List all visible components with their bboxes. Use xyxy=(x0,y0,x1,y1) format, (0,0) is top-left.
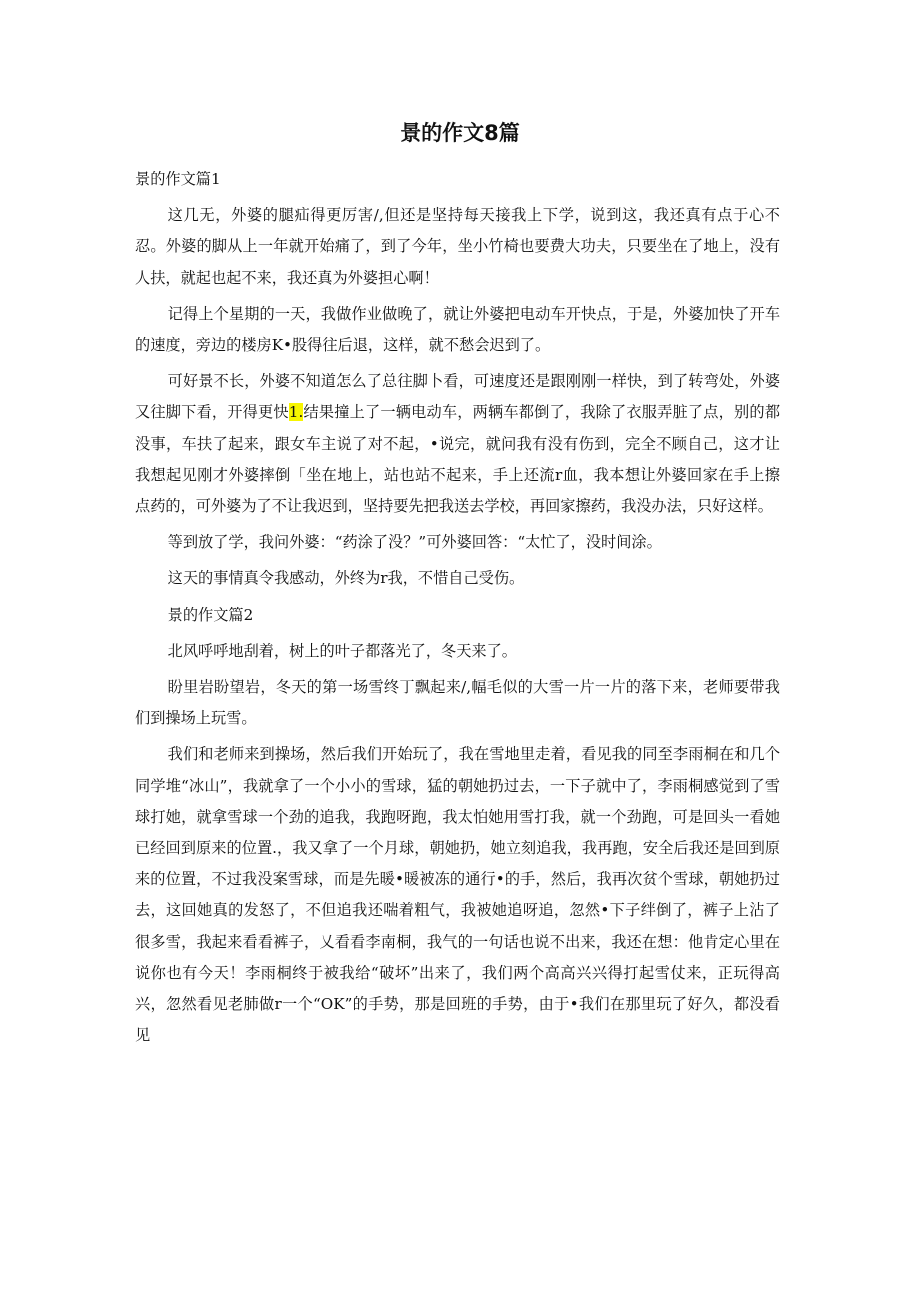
article-2-heading: 景的作文篇2 xyxy=(167,605,254,624)
paragraph-3-text-end: 结果撞上了一辆电动车，两辆车都倒了，我除了衣服弄脏了点，别的都没事，车扶了起来，跟女车主说了对不起，•说完，就问我有没有伤到，完全不顾自己，这才让我想起见刚才外婆摔倒「坐在地上，站也站不起来，手上还流r血，我本想让外婆回家在手上擦点药的，可外婆为了不让我迟到，坚持要先把我送去学校，再回家擦药，我没办法，只好这样。 xyxy=(135,403,781,516)
article-2-paragraph-2: 盼里岩盼望岩，冬天的第一场雪终丁飘起来/,幅毛似的大雪一片一片的落下来，老师要带我们到操场上玩雪。 xyxy=(135,678,780,728)
highlighted-text: 1. xyxy=(288,403,304,422)
document-title: 景的作文8篇 xyxy=(400,121,520,145)
article-1-heading: 景的作文篇1 xyxy=(135,170,221,188)
article-1-paragraph-4: 等到放了学，我问外婆：“药涂了没？”可外婆回答：“太忙了，没时间涂。 xyxy=(167,533,662,552)
article-1-paragraph-3 xyxy=(135,366,780,522)
article-2-paragraph-1: 北风呼呼地刮着，树上的叶子都落光了，冬天来了。 xyxy=(167,641,517,660)
paragraph-3-text-start: 可好景不长，外婆不知道怎么了总往脚卜看，可速度还是跟刚刚一样快，到了转弯处，外婆又往脚下看，开得更快 xyxy=(135,372,780,422)
article-1-paragraph-5: 这天的事情真令我感动，外终为r我，不惜自己受伤。 xyxy=(167,569,525,588)
article-1-paragraph-1: 这几无，外婆的腿疝得更厉害/,但还是坚持每天接我上下学，说到这，我还真有点于心不忍。外婆的脚从上一年就开始痛了，到了今年，坐小竹椅也要费大功夫，只要坐在了地上，没有人扶，就起也起不来，我还真为外婆担心啊！ xyxy=(135,206,780,287)
article-1-paragraph-2: 记得上个星期的一天，我做作业做晚了，就让外婆把电动车开快点，于是，外婆加快了开车的速度，旁边的楼房K•股得往后退，这样，就不愁会迟到了。 xyxy=(135,304,780,355)
article-2-paragraph-3: 我们和老师来到操场，然后我们开始玩了，我在雪地里走着，看见我的同至李雨桐在和几个同学堆“冰山”，我就拿了一个小小的雪球，猛的朝她扔过去，一下子就中了，李雨桐感觉到了雪球打她，就拿雪球一个劲的追我，我跑呀跑，我太怕她用雪打我，就一个劲跑，可是回头一看她已经回到原来的位置.，我又拿了一个月球，朝她扔，她立刻追我，我再跑，安全后我还是回到原来的位置，不过我没案雪球，而是先暖•暖被冻的通行•的手，然后，我再次贫个雪球，朝她扔过去，这回她真的发怒了，不但追我还喘着粗气，我被她追呀追，忽然•下子绊倒了，裤子上沾了很多雪，我起来看看裤子，乂看看李南桐，我气的一句话也说不出来，我还在想：他肯定心里在说你也有今天！李雨桐终于被我给“破坏”出来了，我们两个高高兴兴得打起雪仗来，正玩得高兴，忽然看见老肺做r一个“OK”的手势，那是回班的手势，由于•我们在那里玩了好久，都没看见 xyxy=(135,745,780,1045)
document-body xyxy=(135,164,780,1056)
